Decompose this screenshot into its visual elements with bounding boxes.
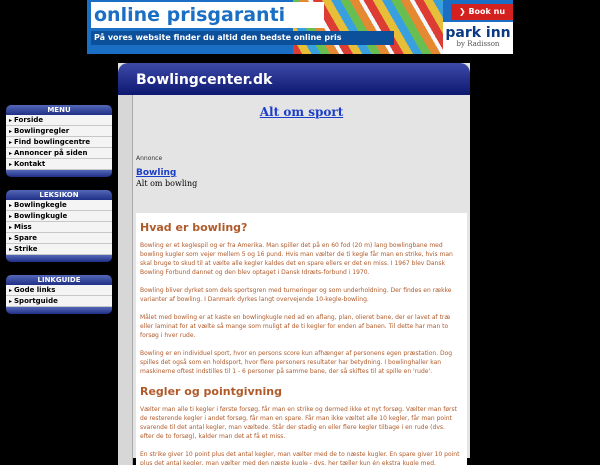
article-paragraph: Bowling bliver dyrket som dels sportsgren med turneringer og som underholdning. Der findes en række varianter af bowling. I Danmark dyrkes langt overvejende 10-kegle-bowling.	[140, 287, 452, 303]
site-header	[118, 63, 470, 95]
sidebar-item-label: Spare	[14, 234, 37, 242]
sidebar-leksikon	[6, 190, 112, 262]
sidebar-item-bowlingregler[interactable]	[6, 126, 112, 137]
arrow-icon: ▸	[9, 128, 13, 135]
site-title[interactable]: Bowlingcenter.dk	[136, 72, 273, 88]
sidebar-item-bowlingkegle[interactable]	[6, 200, 112, 211]
article-paragraph: Bowling er en individuel sport, hvor en persons score kun afhænger af personens egen præstation. Dog spilles det også som en holdsport, hvor flere personers resultater har betydning. I bowlinghaller kan maskinerne oftest indstilles til 1 - 6 personer på samme bane, der så skiftes til at spille en 'rude'.	[140, 350, 453, 375]
sidebar-leksikon-title: LEKSIKON	[6, 190, 112, 200]
sidebar-menu	[6, 105, 112, 177]
ad-label: Annonce	[136, 155, 163, 162]
arrow-icon: ▸	[9, 246, 13, 253]
sidebar-item-bowlingkugle[interactable]	[6, 211, 112, 222]
arrow-icon: ▸	[9, 150, 13, 157]
article-heading: Regler og pointgivning	[140, 385, 282, 398]
arrow-icon: ▸	[9, 139, 13, 146]
sidebar-item-forside[interactable]	[6, 115, 112, 126]
sidebar-menu-footer	[6, 170, 112, 177]
brand-name: park inn	[445, 25, 511, 41]
arrow-icon: ▸	[9, 287, 13, 294]
arrow-icon: ▸	[9, 235, 13, 242]
sidebar-leksikon-footer	[6, 255, 112, 262]
sidebar-item-spare[interactable]	[6, 233, 112, 244]
sidebar-item-strike[interactable]	[6, 244, 112, 255]
sidebar-item-label: Bowlingregler	[14, 127, 70, 135]
content-area	[133, 95, 470, 465]
sidebar-item-label: Sportguide	[14, 297, 58, 305]
arrow-icon: ▸	[9, 117, 13, 124]
sidebar-linkguide-footer	[6, 307, 112, 314]
sidebar-item-label: Kontakt	[14, 160, 46, 168]
arrow-icon: ▸	[9, 298, 13, 305]
arrow-icon: ▸	[9, 213, 13, 220]
sidebar-item-label: Forside	[14, 116, 44, 124]
article-heading: Hvad er bowling?	[140, 221, 248, 234]
brand-subtitle: by Radisson	[456, 40, 500, 48]
sidebar-item-find-bowlingcentre[interactable]	[6, 137, 112, 148]
sidebar-linkguide-title: LINKGUIDE	[6, 275, 112, 285]
sidebar-item-label: Find bowlingcentre	[14, 138, 91, 146]
sidebar-item-label: Annoncer på siden	[14, 149, 88, 157]
article	[136, 213, 467, 465]
sidebar-item-label: Strike	[14, 245, 38, 253]
sidebar-item-kontakt[interactable]	[6, 159, 112, 170]
page-title	[133, 101, 470, 120]
sidebar-linkguide	[6, 275, 112, 314]
sidebar-item-annoncer[interactable]	[6, 148, 112, 159]
left-gutter	[118, 95, 133, 465]
book-now-button[interactable]: ❯ Book nu	[451, 4, 513, 20]
arrow-icon: ▸	[9, 224, 13, 231]
sidebar-item-label: Bowlingkugle	[14, 212, 68, 220]
arrow-icon: ▸	[9, 161, 13, 168]
sidebar-item-label: Miss	[14, 223, 32, 231]
ad-text: Alt om bowling	[136, 179, 198, 188]
banner-headline: online prisgaranti	[91, 2, 324, 28]
ad-link[interactable]: Bowling	[136, 168, 177, 178]
article-paragraph: Vælter man alle ti kegler i første forsøg, får man en strike og dermed ikke et nyt forsøg. Vælter man først de resterende kegler i andet forsøg, får man en spare. Får man ikke væltet alle 10 kegler, får man point svarende til det antal kegler, man væltede. Står der stadig en eller flere kegler tilbage i en rude (dvs. efter de to forsøg), kalder man det at få et miss.	[140, 406, 457, 440]
sidebar-item-label: Bowlingkegle	[14, 201, 67, 209]
banner-subline: På vores website finder du altid den bedste online pris	[91, 31, 394, 45]
article-paragraph: En strike giver 10 point plus det antal kegler, man vælter med de to næste kugler. En spare giver 10 point plus det antal kegler, man vælter med den næste kugle - dvs. her tæller kun én ekstra kugle med.	[140, 451, 460, 465]
sidebar-item-gode-links[interactable]	[6, 285, 112, 296]
arrow-icon: ▸	[9, 202, 13, 209]
sidebar-item-sportguide[interactable]	[6, 296, 112, 307]
main-panel	[118, 63, 470, 465]
sidebar-menu-title: MENU	[6, 105, 112, 115]
banner-ad[interactable]	[87, 0, 513, 54]
article-paragraph: Målet med bowling er at kaste en bowlingkugle ned ad en aflang, plan, olieret bane, der er lavet af træ eller laminat for at vælte så mange som muligt af de ti kegler for enden af banen. Til dette har man to forsøg i hver rude.	[140, 314, 451, 339]
sidebar-item-miss[interactable]	[6, 222, 112, 233]
sidebar-item-label: Gode links	[14, 286, 56, 294]
banner-brand-logo[interactable]	[443, 22, 513, 54]
article-paragraph: Bowling er et keglespil og er fra Amerika. Man spiller det på en 60 fod (20 m) lang bowlingbane med bowling kugler som vejer mellem 5 og 16 pund. Hvis man vælter de ti kegle får man en strike, hvis man skal bruge to skud til at vælte alle kegler kaldes det en spare ellers er det en miss. I 1967 blev Dansk Bowling Forbund dannet og den blev optaget i Dansk Idræts-forbund i 1970.	[140, 242, 453, 276]
page-title-link[interactable]: Alt om sport	[259, 105, 344, 119]
